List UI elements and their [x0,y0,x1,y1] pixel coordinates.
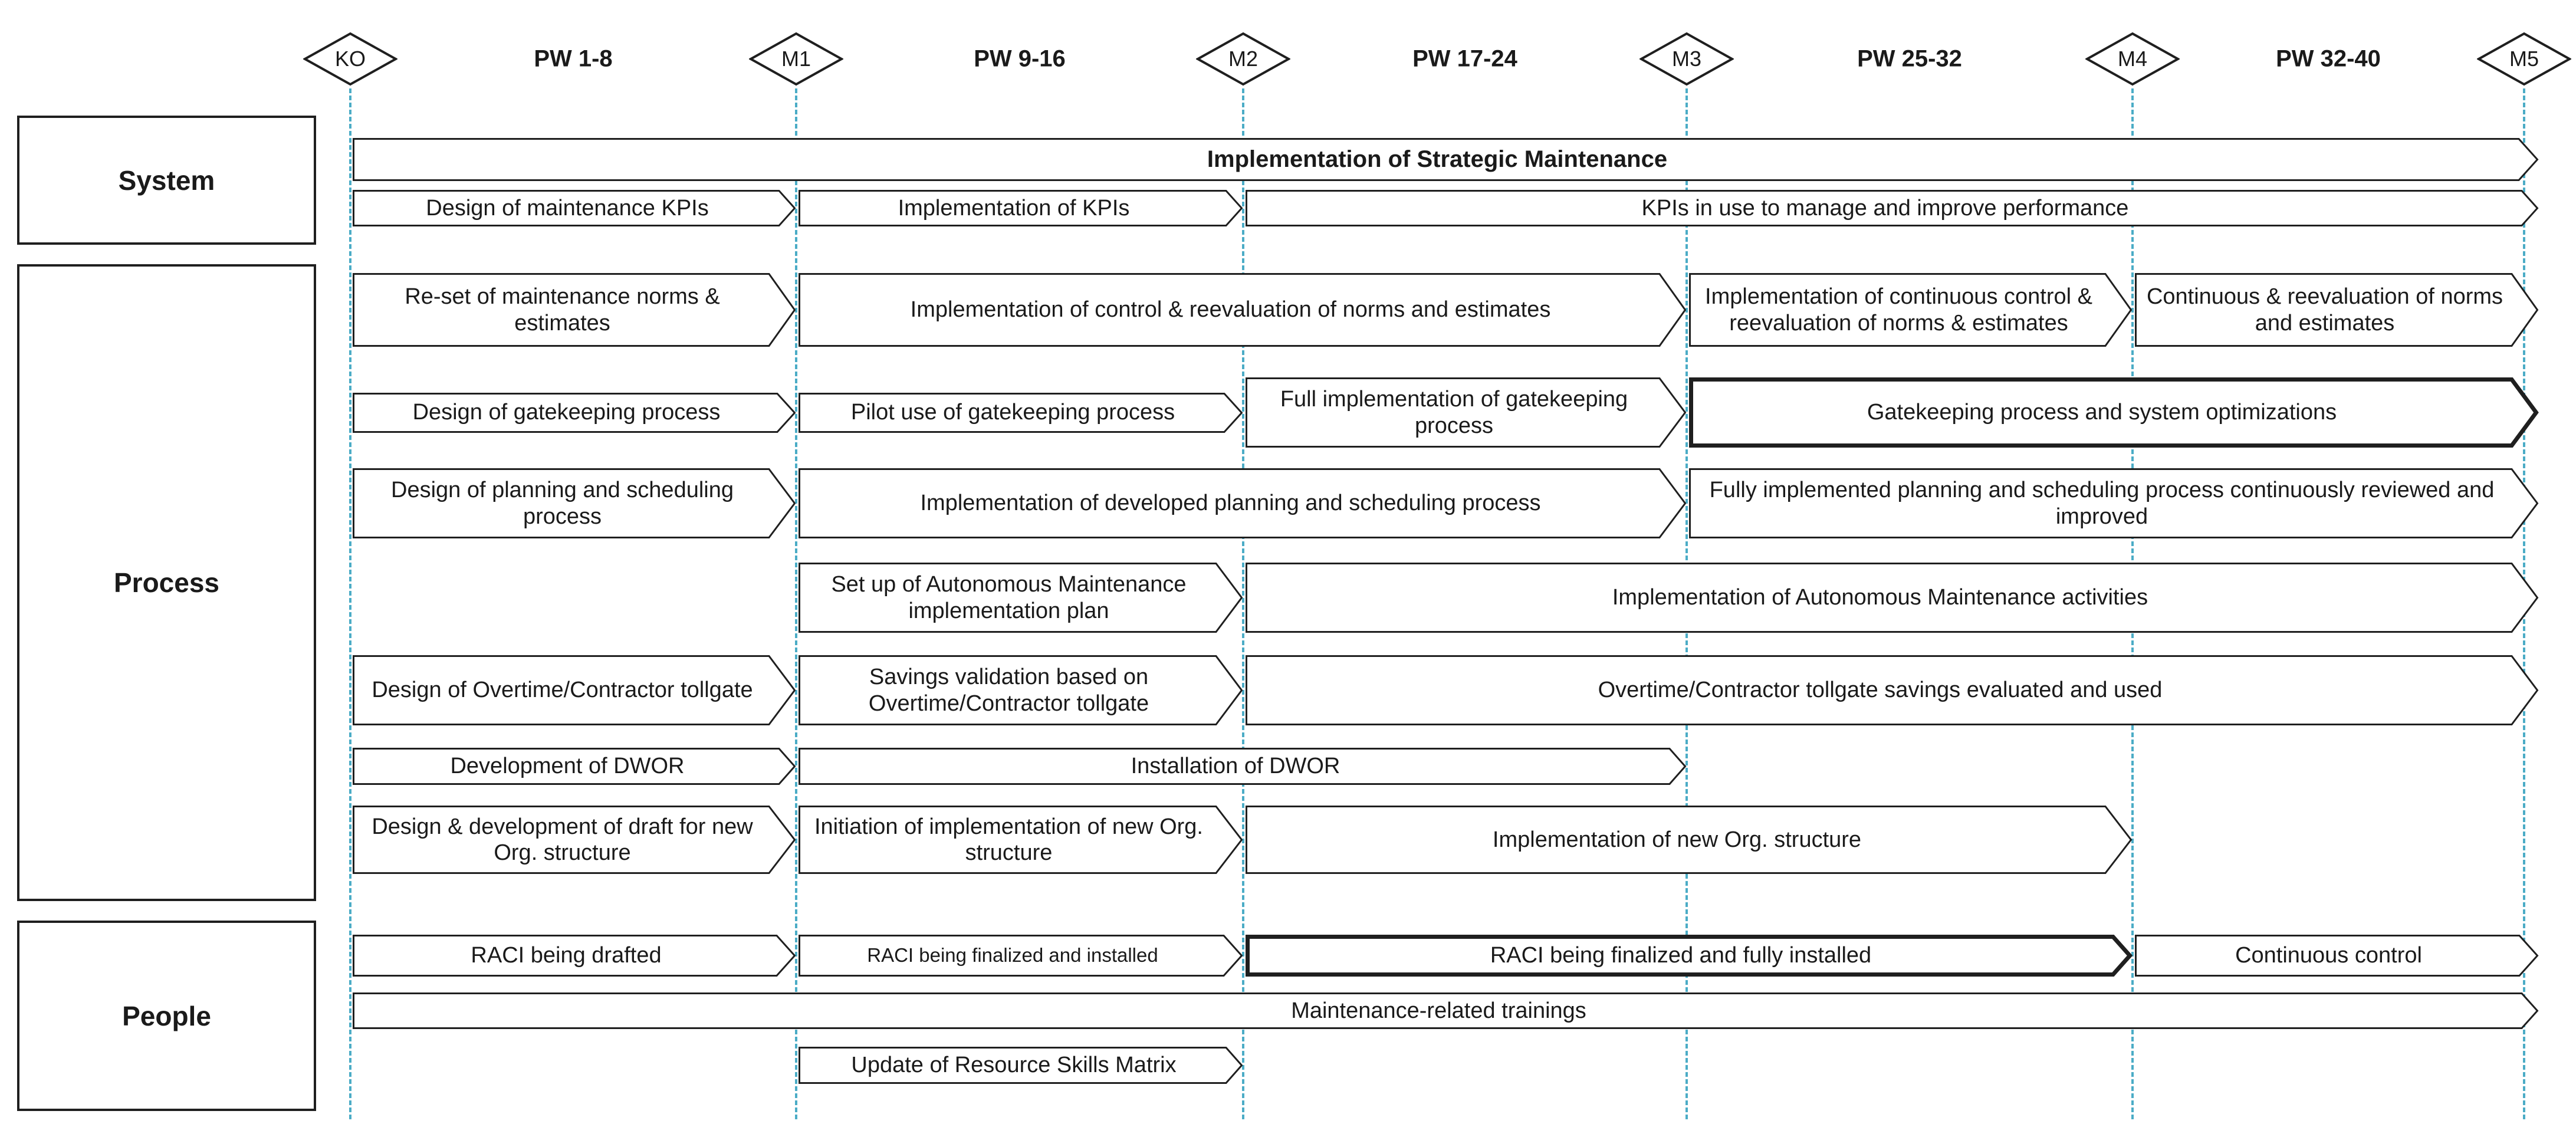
period-label: PW 9-16 [974,45,1066,72]
task-arrow-label: Continuous & reevaluation of norms and estimates [2146,284,2503,336]
task-arrow-label: Maintenance-related trainings [1291,998,1586,1023]
task-arrow [352,137,2539,182]
milestone-label: M2 [1228,47,1258,71]
task-arrow-label: Development of DWOR [450,754,685,779]
period-label: PW 32-40 [2276,45,2381,72]
period-label: PW 17-24 [1412,45,1517,72]
task-arrow [1245,805,2133,875]
milestone-diamond-m2 [1196,32,1290,86]
milestone-label: M5 [2509,47,2539,71]
milestone-label: M3 [1671,47,1701,71]
milestone-diamond-ko [303,32,397,86]
task-arrow-label: Pilot use of gatekeeping process [850,400,1175,425]
task-arrow [798,747,1687,786]
task-arrow-label: RACI being finalized and installed [867,944,1158,967]
task-arrow [352,992,2539,1030]
task-arrow [2134,272,2539,347]
task-arrow [798,805,1243,875]
task-arrow-label: RACI being drafted [471,943,662,968]
task-arrow [1688,272,2133,347]
task-arrow-label: KPIs in use to manage and improve performance [1641,195,2129,221]
lane-box-process [17,264,316,901]
task-arrow [798,562,1243,633]
milestone-label: KO [334,47,366,71]
task-arrow-label: Full implementation of gatekeeping process [1280,387,1628,438]
task-arrow [1245,655,2539,726]
milestone-diamond-m4 [2085,32,2180,86]
task-arrow-label: Implementation of control & reevaluation of norms and estimates [910,297,1551,323]
lane-box-people [17,921,316,1111]
lane-box-system [17,116,316,245]
task-arrow-label: Design of maintenance KPIs [426,195,709,221]
lane-label-people: People [122,1000,211,1031]
task-arrow [352,468,796,539]
task-arrow-label: Update of Resource Skills Matrix [851,1053,1177,1078]
task-arrow [798,1046,1243,1084]
task-arrow [352,189,796,227]
milestone-label: M4 [2117,47,2147,71]
period-label: PW 1-8 [534,45,613,72]
task-arrow [2134,934,2539,977]
period-label: PW 25-32 [1857,45,1962,72]
task-arrow [352,655,796,726]
task-arrow-label: Gatekeeping process and system optimizations [1867,400,2337,425]
task-arrow [352,805,796,875]
task-arrow [1688,377,2539,448]
task-arrow-label: Design of Overtime/Contractor tollgate [372,678,753,703]
task-arrow [798,392,1243,433]
task-arrow-label: Implementation of Autonomous Maintenance activities [1612,585,2148,610]
task-arrow-label: RACI being finalized and fully installed [1490,943,1872,968]
task-arrow-label: Savings validation based on Overtime/Contractor tollgate [868,665,1149,716]
task-arrow [352,272,796,347]
task-arrow-label: Continuous control [2235,943,2422,968]
task-arrow-label: Design of gatekeeping process [412,400,721,425]
task-arrow [798,189,1243,227]
task-arrow [352,392,796,433]
milestone-diamond-m5 [2477,32,2571,86]
milestone-diamond-m3 [1639,32,1734,86]
milestone-diamond-m1 [749,32,843,86]
task-arrow-label: Set up of Autonomous Maintenance implementation plan [831,572,1187,623]
task-arrow-label: Implementation of continuous control & reevaluation of norms & estimates [1705,284,2092,336]
task-arrow [1245,377,1687,448]
task-arrow [798,934,1243,977]
task-arrow [1245,189,2539,227]
task-arrow [798,468,1687,539]
task-arrow-label: Implementation of KPIs [898,195,1130,221]
task-arrow [352,934,796,977]
task-arrow [798,272,1687,347]
task-arrow-label: Installation of DWOR [1131,754,1340,779]
task-arrow-label: Fully implemented planning and scheduling process continuously reviewed and improved [1709,478,2495,529]
lane-label-process: Process [113,567,219,598]
milestone-label: M1 [781,47,811,71]
milestone-line-ko [349,88,351,1119]
task-arrow-label: Re-set of maintenance norms & estimates [405,284,720,336]
task-arrow [1245,934,2133,977]
lane-label-system: System [118,165,215,196]
task-arrow [352,747,796,786]
task-arrow-label: Overtime/Contractor tollgate savings evaluated and used [1598,678,2163,703]
task-arrow-label: Implementation of new Org. structure [1492,827,1862,852]
task-arrow [1688,468,2539,539]
task-arrow-label: Design of planning and scheduling process [391,478,734,529]
task-arrow-label: Implementation of developed planning and scheduling process [920,491,1541,516]
task-arrow-label: Implementation of Strategic Maintenance [1207,146,1668,173]
task-arrow-label: Design & development of draft for new Org. structure [372,814,753,865]
task-arrow [1245,562,2539,633]
task-arrow [798,655,1243,726]
task-arrow-label: Initiation of implementation of new Org. structure [814,814,1203,865]
